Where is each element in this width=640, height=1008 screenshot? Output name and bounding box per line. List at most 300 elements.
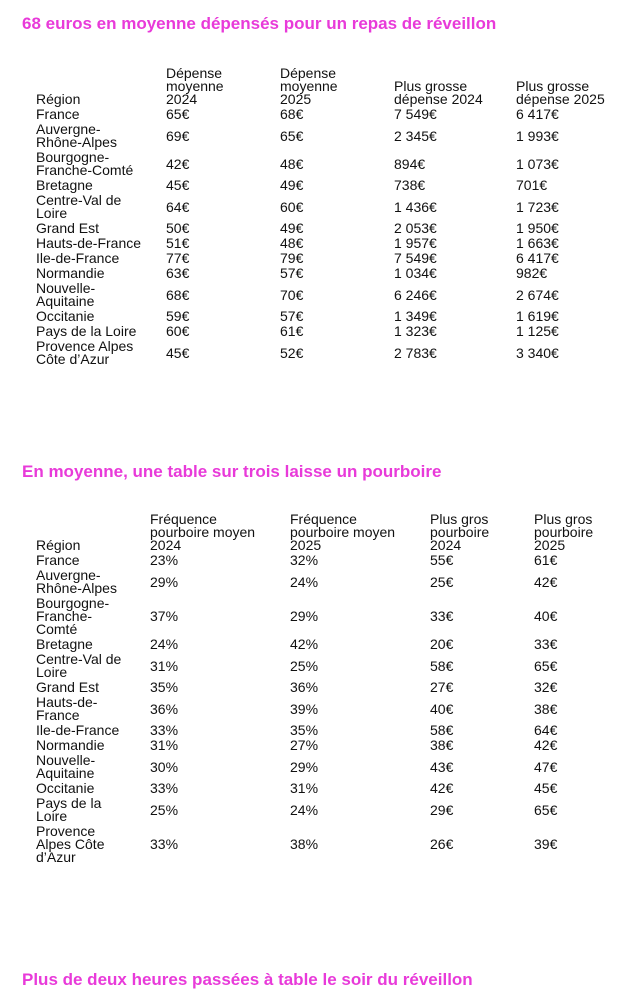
spending-table-value: 3 340€ [516, 344, 559, 361]
tips-table-value: 58€ [430, 722, 454, 738]
spending-table-body [36, 107, 626, 367]
spending-table-value-cell [280, 309, 394, 324]
spending-table-value: 1 034€ [394, 265, 437, 281]
spending-table-column-header [516, 66, 626, 107]
spending-table-value-cell [280, 266, 394, 281]
spending-table-value-cell [280, 178, 394, 193]
tips-table-column-header-label: Fréquence pourboire moyen 2024 [150, 511, 256, 553]
tips-table-value: 42% [290, 636, 319, 652]
spending-table-value-cell [516, 309, 626, 324]
spending-table-value-cell [516, 178, 626, 193]
tips-table-value: 55€ [430, 552, 454, 568]
tips-table-value-cell [150, 652, 290, 680]
tips-table-value-cell [290, 637, 430, 652]
spending-table-value-cell [166, 324, 280, 339]
tips-table-value: 37% [150, 608, 179, 624]
spending-table-value: 1 663€ [516, 235, 559, 251]
tips-table-value: 29% [290, 758, 319, 775]
spending-table-value-cell [394, 221, 516, 236]
tips-table-value: 33% [150, 722, 179, 738]
spending-table-value: 2 345€ [394, 127, 437, 144]
tips-table-value: 32€ [534, 679, 558, 695]
spending-table-region-label: Centre-Val de Loire [36, 192, 122, 221]
tips-table-column-header [290, 512, 430, 553]
spending-table-value: 1 619€ [516, 308, 559, 324]
tips-table-region-cell [36, 637, 150, 652]
spending-table-region-cell [36, 178, 166, 193]
tips-table-value: 27% [290, 737, 319, 753]
tips-table-region-label: Auvergne- Rhône-Alpes [36, 567, 117, 596]
tips-table-region-label: Centre-Val de Loire [36, 651, 122, 680]
tips-table-region-label: Pays de la Loire [36, 795, 102, 824]
tips-table-row [36, 652, 624, 680]
tips-table-region-cell [36, 824, 150, 865]
tips-table-value-cell [290, 738, 430, 753]
spending-table-value-cell [394, 266, 516, 281]
spending-table-value: 57€ [280, 265, 304, 281]
tips-table-value-cell [430, 753, 534, 781]
spending-table-value: 68€ [166, 286, 190, 303]
spending-table-row [36, 309, 626, 324]
section-title-tips: En moyenne, une table sur trois laisse un pourboire [22, 462, 442, 481]
spending-table-value: 49€ [280, 220, 304, 236]
tips-table-value-cell [534, 568, 624, 596]
tips-table [36, 512, 624, 865]
spending-table-value-cell [280, 281, 394, 309]
tips-table-row [36, 753, 624, 781]
tips-table-value-cell [150, 637, 290, 652]
spending-table-value: 57€ [280, 308, 304, 324]
tips-table-value-cell [534, 680, 624, 695]
spending-table-region-cell [36, 236, 166, 251]
spending-table-value: 1 957€ [394, 235, 437, 251]
section-title-duration: Plus de deux heures passées à table le soir du réveillon [22, 970, 473, 989]
spending-table-value: 77€ [166, 250, 190, 266]
spending-table-value: 63€ [166, 265, 190, 281]
spending-table-value-cell [516, 339, 626, 367]
tips-table-value-cell [430, 738, 534, 753]
spending-table-value-cell [516, 221, 626, 236]
tips-table-value-cell [150, 695, 290, 723]
tips-table-value: 33€ [534, 636, 558, 652]
tips-table-value: 42€ [534, 573, 558, 590]
tips-table-value-cell [534, 738, 624, 753]
tips-table-column-header-label: Plus gros pourboire 2025 [534, 511, 594, 553]
spending-table-region-label: Bretagne [36, 177, 93, 193]
tips-table-region-cell [36, 568, 150, 596]
tips-table-value: 24% [150, 636, 179, 652]
tips-table-value: 29€ [430, 801, 454, 818]
spending-table-value-cell [394, 107, 516, 122]
spending-table [36, 66, 626, 367]
spending-table-region-cell [36, 324, 166, 339]
spending-table-row [36, 324, 626, 339]
spending-table-value-cell [516, 281, 626, 309]
spending-table-region-cell [36, 266, 166, 281]
tips-table-region-label: Normandie [36, 737, 105, 753]
spending-table-region-label: Hauts-de-France [36, 235, 142, 251]
tips-table-value-cell [150, 568, 290, 596]
spending-table-value-cell [394, 281, 516, 309]
spending-table-region-label: Normandie [36, 265, 105, 281]
spending-table-value: 52€ [280, 344, 304, 361]
tips-table-value: 24% [290, 801, 319, 818]
spending-table-value: 1 993€ [516, 127, 559, 144]
spending-table-column-header-label: Dépense moyenne 2025 [280, 65, 338, 107]
tips-table-value: 43€ [430, 758, 454, 775]
spending-table-value: 65€ [280, 127, 304, 144]
spending-table-value: 48€ [280, 235, 304, 251]
tips-table-row [36, 596, 624, 637]
tips-table-region-label: Bourgogne- Franche- Comté [36, 595, 110, 637]
tips-table-region-cell [36, 723, 150, 738]
spending-table-value: 42€ [166, 155, 190, 172]
spending-table-column-header-label: Plus grosse dépense 2024 [394, 78, 483, 107]
spending-table-value: 6 417€ [516, 106, 559, 122]
spending-table-region-cell [36, 107, 166, 122]
spending-table-region-label: Grand Est [36, 220, 100, 236]
tips-table-column-header [36, 512, 150, 553]
tips-table-value: 38% [290, 836, 319, 852]
tips-table-value: 31% [150, 737, 179, 753]
tips-table-value-cell [430, 652, 534, 680]
tips-table-value: 33€ [430, 608, 454, 624]
spending-table-value: 2 674€ [516, 286, 559, 303]
spending-table-value-cell [394, 324, 516, 339]
spending-table-region-label: France [36, 106, 80, 122]
tips-table-value-cell [430, 553, 534, 568]
tips-table-column-header [534, 512, 624, 553]
spending-table-value: 701€ [516, 177, 548, 193]
tips-table-column-header [150, 512, 290, 553]
tips-table-value-cell [290, 824, 430, 865]
tips-table-value-cell [150, 753, 290, 781]
tips-table-value-cell [290, 695, 430, 723]
spending-table-value-cell [516, 266, 626, 281]
tips-table-value: 32% [290, 552, 319, 568]
tips-table-value: 33% [150, 836, 179, 852]
spending-table-value-cell [166, 193, 280, 221]
tips-table-column-header-label: Plus gros pourboire 2024 [430, 511, 490, 553]
spending-table-value-cell [394, 178, 516, 193]
tips-table-row [36, 637, 624, 652]
spending-table-value-cell [166, 221, 280, 236]
spending-table-value: 51€ [166, 235, 190, 251]
spending-table-value: 6 417€ [516, 250, 559, 266]
spending-table-region-cell [36, 150, 166, 178]
spending-table-value-cell [394, 193, 516, 221]
spending-table-value: 45€ [166, 344, 190, 361]
tips-table-value: 38€ [430, 737, 454, 753]
tips-table-value: 40€ [534, 608, 558, 624]
tips-table-value-cell [290, 796, 430, 824]
spending-table-value: 61€ [280, 323, 304, 339]
spending-table-row [36, 236, 626, 251]
tips-table-value-cell [290, 781, 430, 796]
tips-table-region-label: Ile-de-France [36, 722, 120, 738]
spending-table-region-label: Pays de la Loire [36, 323, 137, 339]
spending-table-row [36, 281, 626, 309]
tips-table-region-label: Hauts-de- France [36, 694, 98, 723]
spending-table-column-header-label: Région [36, 91, 81, 107]
spending-table-value-cell [516, 193, 626, 221]
tips-table-value: 29% [150, 573, 179, 590]
spending-table-row [36, 221, 626, 236]
spending-table-region-cell [36, 193, 166, 221]
spending-table-value-cell [166, 281, 280, 309]
spending-table-value: 1 723€ [516, 198, 559, 215]
spending-table-value-cell [166, 150, 280, 178]
spending-table-value: 1 349€ [394, 308, 437, 324]
spending-table-value-cell [394, 150, 516, 178]
spending-table-column-header [36, 66, 166, 107]
spending-table-value: 7 549€ [394, 106, 437, 122]
tips-table-region-label: Provence Alpes Côte d’Azur [36, 823, 105, 865]
tips-table-value: 39% [290, 700, 319, 717]
spending-table-value-cell [516, 236, 626, 251]
spending-table-column-header [394, 66, 516, 107]
spending-table-value-cell [280, 107, 394, 122]
tips-table-region-label: Occitanie [36, 780, 95, 796]
tips-table-row [36, 796, 624, 824]
tips-table-value: 61€ [534, 552, 558, 568]
tips-table-value: 25€ [430, 573, 454, 590]
tips-table-row [36, 695, 624, 723]
spending-table-row [36, 251, 626, 266]
tips-table-value-cell [534, 553, 624, 568]
spending-table-value: 894€ [394, 155, 426, 172]
spending-table-value: 6 246€ [394, 286, 437, 303]
tips-table-value: 40€ [430, 700, 454, 717]
spending-table-value: 48€ [280, 155, 304, 172]
tips-table-value-cell [290, 723, 430, 738]
tips-table-region-cell [36, 553, 150, 568]
tips-table-column-header [430, 512, 534, 553]
tips-table-row [36, 568, 624, 596]
tips-table-value-cell [290, 652, 430, 680]
tips-table-value-cell [290, 680, 430, 695]
spending-table-column-header [280, 66, 394, 107]
spending-table-value: 79€ [280, 250, 304, 266]
tips-table-value-cell [150, 553, 290, 568]
spending-table-value-cell [280, 193, 394, 221]
spending-table-value: 65€ [166, 106, 190, 122]
tips-table-value-cell [430, 596, 534, 637]
tips-table-value-cell [150, 723, 290, 738]
tips-table-region-cell [36, 753, 150, 781]
tips-table-value: 23% [150, 552, 179, 568]
spending-table-region-cell [36, 339, 166, 367]
spending-table-value-cell [280, 150, 394, 178]
spending-table-value-cell [394, 236, 516, 251]
spending-table-value-cell [516, 150, 626, 178]
spending-table-region-label: Bourgogne- Franche-Comté [36, 149, 134, 178]
spending-table-header-row [36, 66, 626, 107]
tips-table-value-cell [430, 781, 534, 796]
tips-table-row [36, 738, 624, 753]
tips-table-value: 27€ [430, 679, 454, 695]
spending-table-value-cell [166, 178, 280, 193]
spending-table-column-header [166, 66, 280, 107]
tips-table-value-cell [290, 568, 430, 596]
spending-table-value-cell [166, 122, 280, 150]
tips-table-value: 58€ [430, 657, 454, 674]
spending-table-value-cell [394, 251, 516, 266]
spending-table-value-cell [516, 122, 626, 150]
tips-table-value: 25% [150, 801, 179, 818]
spending-table-region-cell [36, 122, 166, 150]
spending-table-value: 50€ [166, 220, 190, 236]
tips-table-region-label: France [36, 552, 80, 568]
tips-table-value: 42€ [534, 737, 558, 753]
tips-table-value: 65€ [534, 657, 558, 674]
spending-table-region-cell [36, 281, 166, 309]
spending-table-value: 64€ [166, 198, 190, 215]
tips-table-value: 30% [150, 758, 179, 775]
tips-table-region-cell [36, 781, 150, 796]
spending-table-region-label: Provence Alpes Côte d’Azur [36, 338, 134, 367]
tips-table-row [36, 723, 624, 738]
tips-table-region-cell [36, 796, 150, 824]
tips-table-value-cell [150, 596, 290, 637]
tips-table-region-cell [36, 680, 150, 695]
spending-table-value-cell [394, 122, 516, 150]
tips-table-value-cell [150, 738, 290, 753]
spending-table-region-cell [36, 221, 166, 236]
spending-table-value-cell [166, 266, 280, 281]
spending-table-region-cell [36, 309, 166, 324]
spending-table-value: 59€ [166, 308, 190, 324]
spending-table-value-cell [280, 324, 394, 339]
spending-table-value: 2 053€ [394, 220, 437, 236]
spending-table-row [36, 150, 626, 178]
tips-table-value: 33% [150, 780, 179, 796]
tips-table-column-header-label: Fréquence pourboire moyen 2025 [290, 511, 396, 553]
tips-table-value-cell [534, 824, 624, 865]
tips-table-value-cell [430, 637, 534, 652]
tips-table-value-cell [290, 596, 430, 637]
tips-table-row [36, 781, 624, 796]
tips-table-value-cell [150, 781, 290, 796]
spending-table-value: 60€ [280, 198, 304, 215]
spending-table-value: 60€ [166, 323, 190, 339]
spending-table-region-label: Ile-de-France [36, 250, 120, 266]
spending-table-value-cell [394, 339, 516, 367]
spending-table-value-cell [280, 122, 394, 150]
tips-table-value-cell [534, 796, 624, 824]
tips-table-value: 25% [290, 657, 319, 674]
tips-table-region-label: Bretagne [36, 636, 93, 652]
tips-table-row [36, 680, 624, 695]
spending-table-value-cell [280, 251, 394, 266]
spending-table-value: 70€ [280, 286, 304, 303]
spending-table-value-cell [166, 339, 280, 367]
tips-table-value-cell [534, 723, 624, 738]
tips-table-value-cell [150, 824, 290, 865]
tips-table-value: 39€ [534, 836, 558, 852]
spending-table-row [36, 193, 626, 221]
spending-table-value-cell [166, 107, 280, 122]
spending-table-value-cell [516, 107, 626, 122]
tips-table-value: 31% [290, 780, 319, 796]
tips-table-value: 26€ [430, 836, 454, 852]
tips-table-body [36, 553, 624, 865]
tips-table-value: 36% [150, 700, 179, 717]
spending-table-value: 1 436€ [394, 198, 437, 215]
spending-table-value-cell [166, 251, 280, 266]
tips-table-value: 36% [290, 679, 319, 695]
spending-table-region-label: Auvergne- Rhône-Alpes [36, 121, 117, 150]
tips-table-region-cell [36, 596, 150, 637]
spending-table-value: 1 950€ [516, 220, 559, 236]
tips-table-value-cell [430, 796, 534, 824]
tips-table-value-cell [290, 553, 430, 568]
tips-table-value-cell [430, 723, 534, 738]
tips-table-value-cell [534, 652, 624, 680]
tips-table-value-cell [430, 680, 534, 695]
spending-table-row [36, 339, 626, 367]
tips-table-region-cell [36, 652, 150, 680]
tips-table-value-cell [150, 680, 290, 695]
tips-table-value: 35% [150, 679, 179, 695]
spending-table-row [36, 107, 626, 122]
spending-table-row [36, 178, 626, 193]
tips-table-value: 45€ [534, 780, 558, 796]
spending-table-column-header-label: Plus grosse dépense 2025 [516, 78, 605, 107]
spending-table-value: 68€ [280, 106, 304, 122]
tips-table-value: 24% [290, 573, 319, 590]
spending-table-value-cell [166, 236, 280, 251]
tips-table-row [36, 553, 624, 568]
tips-table-value-cell [430, 824, 534, 865]
tips-table-value-cell [534, 753, 624, 781]
tips-table-value-cell [534, 781, 624, 796]
spending-table-value-cell [280, 339, 394, 367]
tips-table-value: 38€ [534, 700, 558, 717]
spending-table-value: 45€ [166, 177, 190, 193]
tips-table-value-cell [290, 753, 430, 781]
tips-table-value: 64€ [534, 722, 558, 738]
spending-table-region-cell [36, 251, 166, 266]
spending-table-region-label: Nouvelle- Aquitaine [36, 280, 96, 309]
spending-table-value: 49€ [280, 177, 304, 193]
tips-table-value-cell [430, 695, 534, 723]
tips-table-value-cell [150, 796, 290, 824]
tips-table-value: 47€ [534, 758, 558, 775]
section-title-spending: 68 euros en moyenne dépensés pour un repas de réveillon [22, 14, 497, 33]
tips-table-value-cell [534, 695, 624, 723]
spending-table-value-cell [516, 251, 626, 266]
tips-table-region-cell [36, 695, 150, 723]
spending-table-value: 2 783€ [394, 344, 437, 361]
tips-table-region-cell [36, 738, 150, 753]
spending-table-value: 982€ [516, 265, 548, 281]
tips-table-value: 35% [290, 722, 319, 738]
tips-table-value: 20€ [430, 636, 454, 652]
tips-table-value: 31% [150, 657, 179, 674]
tips-table-value: 29% [290, 608, 319, 624]
tips-table-value-cell [430, 568, 534, 596]
spending-table-column-header-label: Dépense moyenne 2024 [166, 65, 224, 107]
spending-table-value-cell [280, 236, 394, 251]
spending-table-row [36, 266, 626, 281]
tips-table-value-cell [534, 596, 624, 637]
spending-table-value-cell [516, 324, 626, 339]
tips-table-region-label: Nouvelle- Aquitaine [36, 752, 96, 781]
tips-table-value-cell [534, 637, 624, 652]
spending-table-value: 1 125€ [516, 323, 559, 339]
spending-table-value-cell [394, 309, 516, 324]
